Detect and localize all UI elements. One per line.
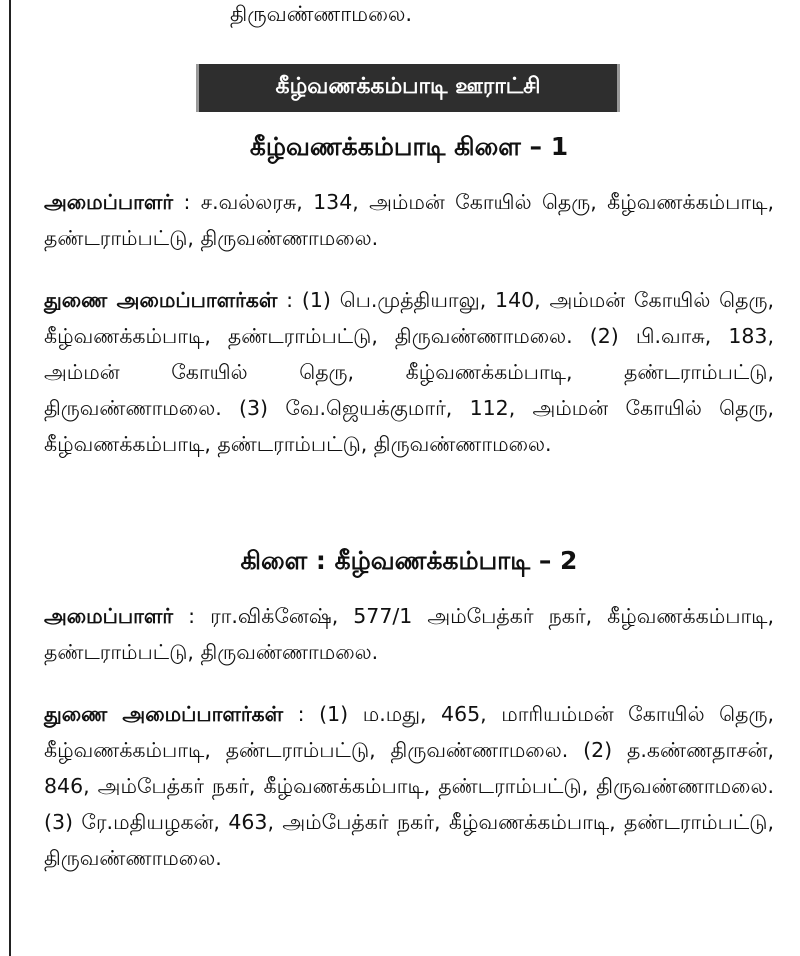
- deputies-entry-2: [44, 696, 774, 876]
- label-separator: :: [283, 702, 320, 726]
- panchayat-banner: கீழ்வணக்கம்பாடி ஊராட்சி: [196, 64, 620, 112]
- secretary-details: ச.வல்லரசு, 134, அம்மன் கோயில் தெரு, கீழ்வணக்கம்பாடி, தண்டராம்பட்டு, திருவண்ணாமலை.: [44, 190, 774, 250]
- secretary-label: அமைப்பாளர்: [44, 604, 174, 628]
- secretary-entry-2: [44, 598, 774, 670]
- label-separator: :: [173, 190, 201, 214]
- secretary-entry-1: [44, 184, 774, 256]
- label-separator: :: [173, 604, 211, 628]
- continued-line: திருவண்ணாமலை.: [230, 2, 413, 26]
- section-heading-1: கீழ்வணக்கம்பாடி கிளை – 1: [249, 132, 569, 161]
- secretary-label: அமைப்பாளர்: [44, 190, 174, 214]
- secretary-details: ரா.விக்னேஷ், 577/1 அம்பேத்கர் நகர், கீழ்வணக்கம்பாடி, தண்டராம்பட்டு, திருவண்ணாமலை.: [44, 604, 774, 664]
- deputies-label: துணை அமைப்பாளர்கள்: [44, 702, 284, 726]
- deputies-details: (1) பெ.முத்தியாலு, 140, அம்மன் கோயில் தெரு, கீழ்வணக்கம்பாடி, தண்டராம்பட்டு, திருவண்ணாமலை. (2) பி.வாசு, 183, அம்மன் கோயில் தெரு, கீழ்வணக்கம்பாடி, தண்டராம்பட்டு, திருவண்ணாமலை. (3) வே.ஜெயக்குமார், 112, அம்மன் கோயில் தெரு, கீழ்வணக்கம்பாடி, தண்டராம்பட்டு, திருவண்ணாமலை.: [44, 288, 774, 456]
- label-separator: :: [277, 288, 302, 312]
- section-heading-2: கிளை : கீழ்வணக்கம்பாடி – 2: [240, 546, 578, 575]
- deputies-details: (1) ம.மது, 465, மாரியம்மன் கோயில் தெரு, கீழ்வணக்கம்பாடி, தண்டராம்பட்டு, திருவண்ணாமலை. (2) த.கண்ணதாசன், 846, அம்பேத்கர் நகர், கீழ்வணக்கம்பாடி, தண்டராம்பட்டு, திருவண்ணாமலை. (3) ரே.மதியழகன், 463, அம்பேத்கர் நகர், கீழ்வணக்கம்பாடி, தண்டராம்பட்டு, திருவண்ணாமலை.: [44, 702, 774, 870]
- deputies-entry-1: [44, 282, 774, 462]
- column-rule: [9, 0, 11, 956]
- deputies-label: துணை அமைப்பாளர்கள்: [44, 288, 278, 312]
